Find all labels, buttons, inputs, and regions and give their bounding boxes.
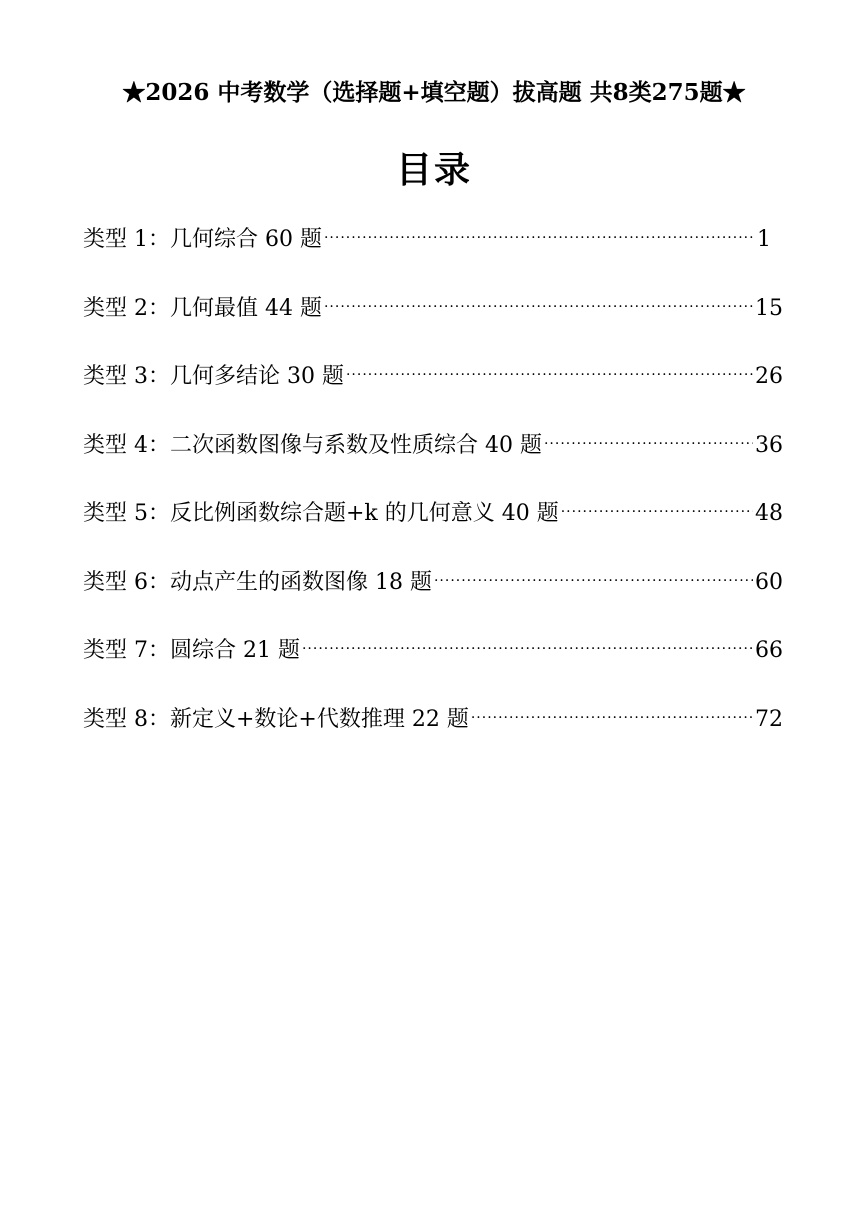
toc-entry-label: 类型 3：几何多结论 30 题 — [83, 364, 344, 389]
toc-entry-label: 类型 1：几何综合 60 题 — [83, 227, 322, 252]
toc-entry-label: 类型 7：圆综合 21 题 — [83, 638, 300, 663]
toc-entry-8[interactable] — [83, 702, 783, 771]
toc-entry-3[interactable] — [83, 359, 783, 428]
toc-page-number: 36 — [755, 432, 783, 458]
dot-leader — [561, 504, 753, 520]
toc-entry-label: 类型 6：动点产生的函数图像 18 题 — [83, 569, 432, 595]
toc-entry-label: 类型 2：几何最值 44 题 — [83, 295, 322, 321]
table-of-contents — [83, 222, 783, 770]
dot-leader — [471, 710, 753, 726]
document-title: ★2026 中考数学（选择题+填空题）拔高题 共8类275题★ — [122, 79, 746, 106]
toc-page-number: 48 — [755, 501, 783, 526]
toc-page-number: 26 — [755, 364, 783, 389]
toc-entry-label: 类型 8：新定义+数论+代数推理 22 题 — [83, 706, 469, 732]
toc-page-number: 66 — [755, 638, 783, 663]
toc-entry-6[interactable] — [83, 565, 783, 634]
toc-entry-2[interactable] — [83, 291, 783, 360]
toc-heading: 目录 — [395, 149, 472, 191]
toc-page-number: 72 — [755, 706, 783, 732]
dot-leader — [434, 573, 753, 589]
dot-leader — [324, 230, 755, 246]
toc-page-number: 60 — [755, 569, 783, 595]
toc-entry-4[interactable] — [83, 428, 783, 497]
toc-page-number: 1 — [757, 227, 771, 252]
toc-entry-label: 类型 5：反比例函数综合题+k 的几何意义 40 题 — [83, 501, 559, 526]
toc-entry-1[interactable] — [83, 222, 783, 291]
dot-leader — [302, 641, 753, 657]
dot-leader — [324, 299, 753, 315]
toc-entry-label: 类型 4：二次函数图像与系数及性质综合 40 题 — [83, 432, 542, 458]
toc-entry-5[interactable] — [83, 496, 783, 565]
toc-page-number: 15 — [755, 295, 783, 321]
dot-leader — [346, 367, 753, 383]
toc-entry-7[interactable] — [83, 633, 783, 702]
dot-leader — [544, 436, 753, 452]
